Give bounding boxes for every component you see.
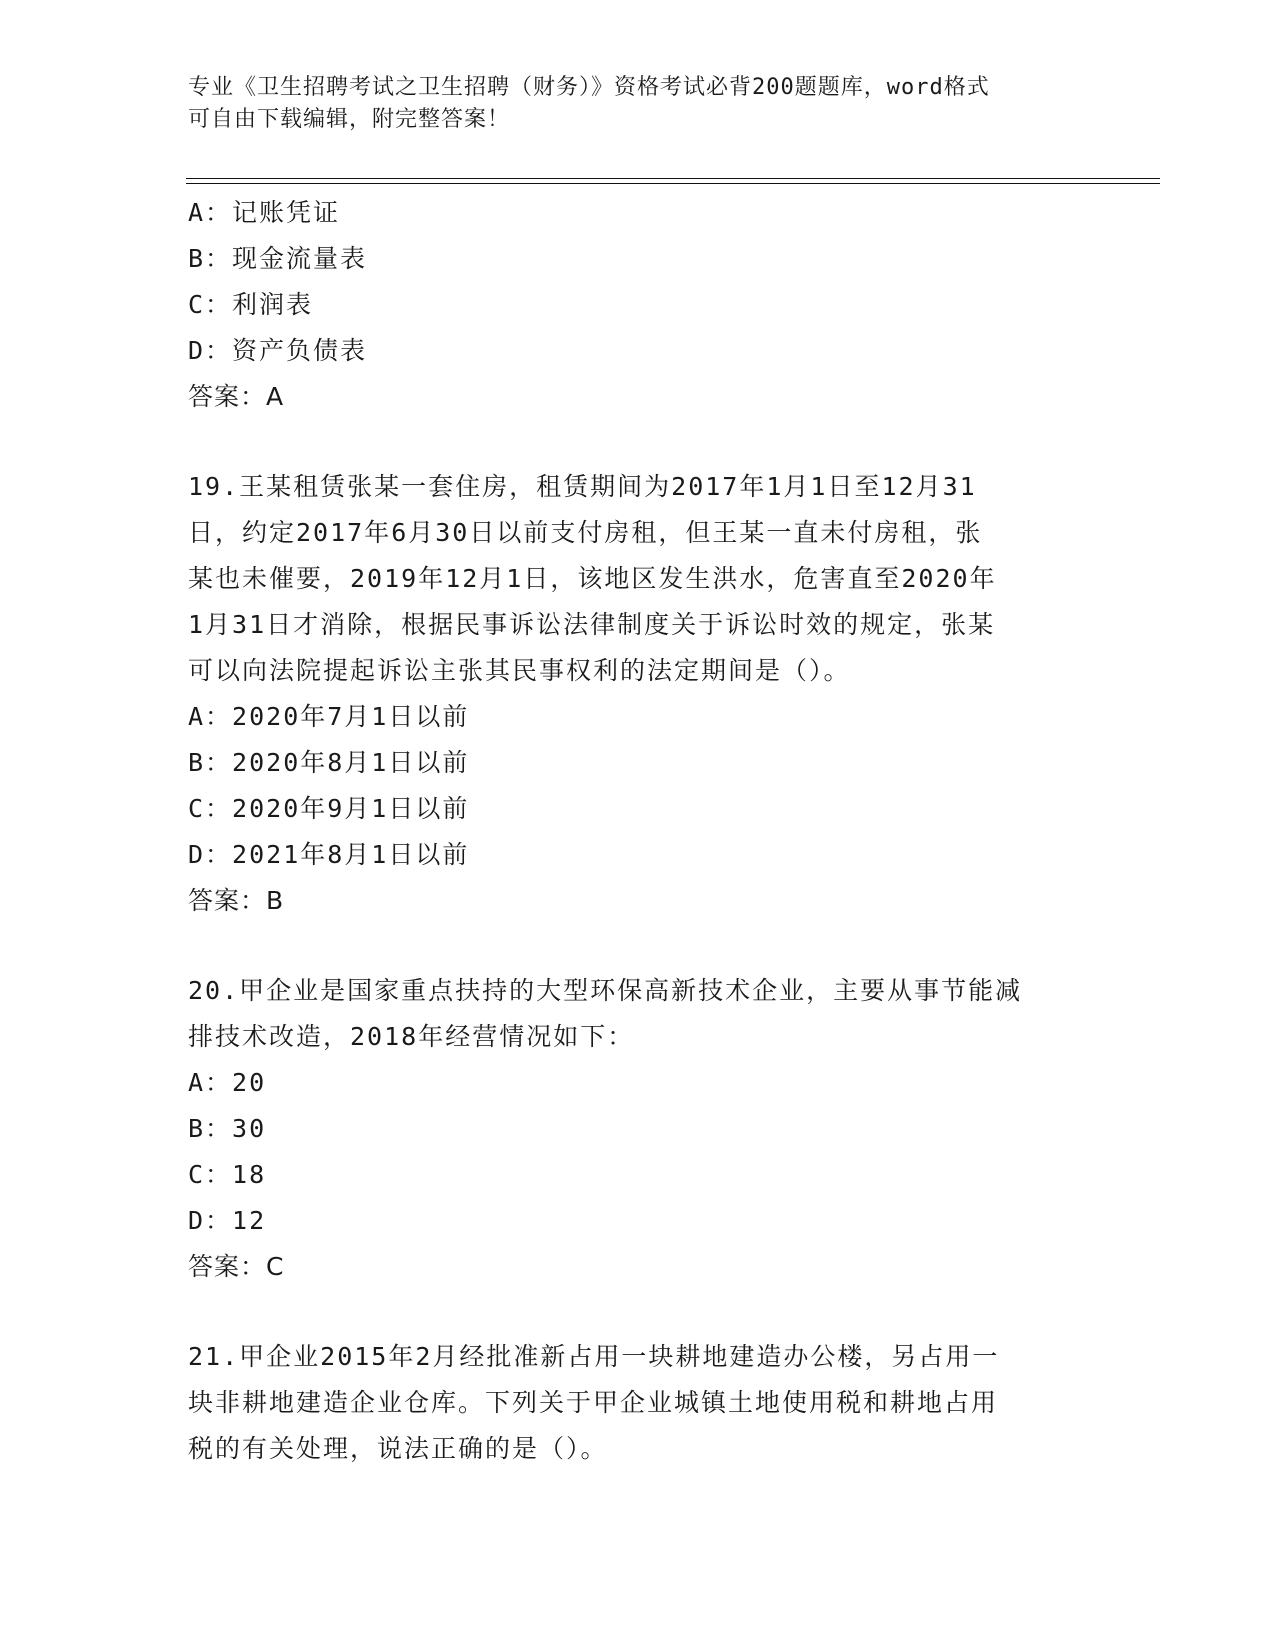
option-a: A：2020年7月1日以前 [188,702,470,731]
question-stem-line: 20.甲企业是国家重点扶持的大型环保高新技术企业，主要从事节能减 [188,976,1023,1005]
document-header [188,72,1088,136]
question-stem-line: 块非耕地建造企业仓库。下列关于甲企业城镇土地使用税和耕地占用 [188,1388,999,1417]
header-title-line-1: 专业《卫生招聘考试之卫生招聘（财务）》资格考试必背200题题库，word格式 [188,75,990,100]
answer-line: 答案：A [188,382,285,411]
question-stem-line: 可以向法院提起诉讼主张其民事权利的法定期间是（）。 [188,656,851,685]
header-divider-top [186,178,1160,179]
header-divider-bottom [186,183,1160,184]
answer-line: 答案：C [188,1252,285,1281]
question-21 [188,1334,1088,1472]
question-stem-line: 1月31日才消除，根据民事诉讼法律制度关于诉讼时效的规定，张某 [188,610,996,639]
option-a: A：20 [188,1068,267,1097]
answer-line: 答案：B [188,886,285,915]
question-list [188,190,1088,1472]
option-d: D：2021年8月1日以前 [188,840,470,869]
question-stem-line: 19.王某租赁张某一套住房，租赁期间为2017年1月1日至12月31 [188,472,977,501]
question-stem-line: 21.甲企业2015年2月经批准新占用一块耕地建造办公楼，另占用一 [188,1342,1000,1371]
option-c: C：2020年9月1日以前 [188,794,470,823]
question-stem-line: 排技术改造，2018年经营情况如下： [188,1022,635,1051]
option-b: B：30 [188,1114,267,1143]
question-stem-line: 日，约定2017年6月30日以前支付房租，但王某一直未付房租，张 [188,518,983,547]
spacer [188,1290,1088,1334]
question-20 [188,968,1088,1290]
option-c: C：18 [188,1160,267,1189]
option-b: B：2020年8月1日以前 [188,748,470,777]
header-title-line-2: 可自由下载编辑，附完整答案！ [188,107,511,132]
option-d: D：12 [188,1206,267,1235]
option-a: A：记账凭证 [188,198,341,227]
spacer [188,924,1088,968]
question-19 [188,464,1088,924]
option-b: B：现金流量表 [188,244,368,273]
option-c: C：利润表 [188,290,314,319]
question-18 [188,190,1088,420]
spacer [188,420,1088,464]
option-d: D：资产负债表 [188,336,368,365]
question-stem-line: 税的有关处理，说法正确的是（）。 [188,1434,608,1463]
question-stem-line: 某也未催要，2019年12月1日，该地区发生洪水，危害直至2020年 [188,564,997,593]
